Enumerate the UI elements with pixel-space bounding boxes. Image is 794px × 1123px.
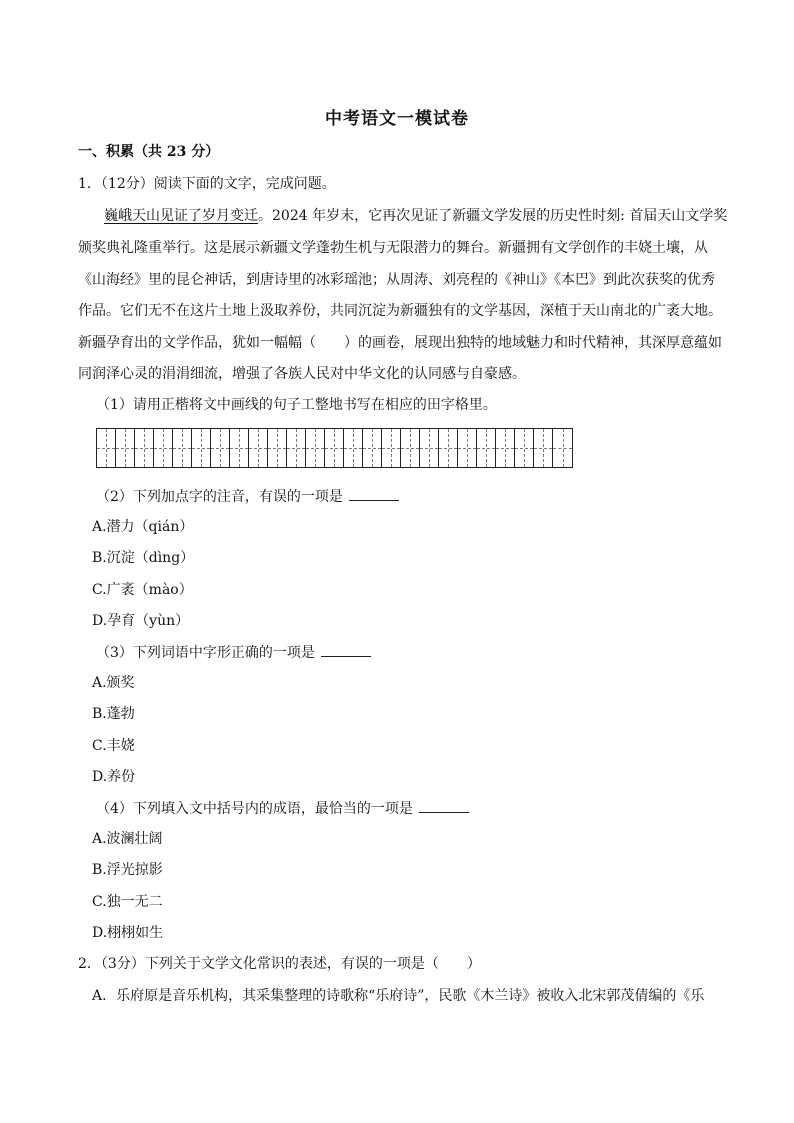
answer-blank[interactable] <box>419 798 469 813</box>
writing-grid[interactable] <box>96 428 573 468</box>
grid-cell[interactable] <box>173 429 192 467</box>
passage-line-1 <box>104 206 727 226</box>
grid-cell[interactable] <box>230 429 249 467</box>
subquestion-1: （1）请用正楷将文中画线的句子工整地书写在相应的田字格里。 <box>96 397 497 413</box>
subquestion-2-text: （2）下列加点字的注音，有误的一项是 <box>96 489 343 505</box>
grid-cell[interactable] <box>249 429 268 467</box>
option-c: C.广袤（mào） <box>92 582 193 598</box>
grid-cell[interactable] <box>192 429 211 467</box>
option-c: C.独一无二 <box>92 894 163 910</box>
grid-cell[interactable] <box>135 429 154 467</box>
page-title: 中考语文一模试卷 <box>325 109 469 129</box>
grid-cell[interactable] <box>268 429 287 467</box>
passage-line-3: 《山海经》里的昆仑神话，到唐诗里的冰彩瑶池；从周涛、刘亮程的《神山》《本巴》到此次获奖的优秀 <box>78 272 715 288</box>
grid-cell[interactable] <box>553 429 572 467</box>
question-2-heading: 2．（3分）下列关于文学文化常识的表述，有误的一项是（ ） <box>78 956 481 972</box>
option-a: A.颁奖 <box>92 675 135 691</box>
passage-line-1-rest: 。2024 年岁末，它再次见证了新疆文学发展的历史性时刻: 首届天山文学奖 <box>258 208 728 224</box>
subquestion-2 <box>96 486 399 507</box>
grid-cell[interactable] <box>401 429 420 467</box>
underlined-sentence: 巍峨天山见证了岁月变迁 <box>104 208 258 224</box>
grid-cell[interactable] <box>439 429 458 467</box>
option-a: A.波澜壮阔 <box>92 831 163 847</box>
option-a: A.潜力（qián） <box>92 519 194 535</box>
grid-cell[interactable] <box>344 429 363 467</box>
grid-cell[interactable] <box>211 429 230 467</box>
grid-cell[interactable] <box>496 429 515 467</box>
grid-cell[interactable] <box>515 429 534 467</box>
option-d: D.孕育（yùn） <box>92 613 190 629</box>
grid-cell[interactable] <box>97 429 116 467</box>
passage-line-6: 同润泽心灵的涓涓细流，增强了各族人民对中华文化的认同感与自豪感。 <box>78 366 526 382</box>
subquestion-3 <box>96 642 371 663</box>
grid-cell[interactable] <box>116 429 135 467</box>
grid-cell[interactable] <box>154 429 173 467</box>
section-heading: 一、积累（共 23 分） <box>78 144 220 160</box>
option-c: C.丰娆 <box>92 738 135 754</box>
option-b: B.蓬勃 <box>92 706 135 722</box>
subquestion-4 <box>96 798 469 819</box>
passage-line-4: 作品。它们无不在这片土地上汲取养份，共同沉淀为新疆独有的文学基因，深植于天山南北的广袤大地。 <box>78 303 722 319</box>
subquestion-4-text: （4）下列填入文中括号内的成语，最恰当的一项是 <box>96 801 413 817</box>
grid-cell[interactable] <box>363 429 382 467</box>
grid-cell[interactable] <box>287 429 306 467</box>
option-d: D.养份 <box>92 769 136 785</box>
grid-cell[interactable] <box>534 429 553 467</box>
answer-blank[interactable] <box>321 642 371 657</box>
grid-cell[interactable] <box>458 429 477 467</box>
question-2-option-a: A．乐府原是音乐机构，其采集整理的诗歌称“乐府诗”，民歌《木兰诗》被收入北宋郭茂倩编的《乐 <box>92 988 705 1004</box>
grid-cell[interactable] <box>306 429 325 467</box>
subquestion-3-text: （3）下列词语中字形正确的一项是 <box>96 645 315 661</box>
option-d: D.栩栩如生 <box>92 925 164 941</box>
grid-cell[interactable] <box>325 429 344 467</box>
passage-line-5: 新疆孕育出的文学作品，犹如一幅幅（ ）的画卷，展现出独特的地域魅力和时代精神，其深厚意蕴如 <box>78 335 722 351</box>
passage-line-2: 颁奖典礼隆重举行。这是展示新疆文学蓬勃生机与无限潜力的舞台。新疆拥有文学创作的丰娆土壤，从 <box>78 240 708 256</box>
option-b: B.浮光掠影 <box>92 862 163 878</box>
grid-cell[interactable] <box>477 429 496 467</box>
answer-blank[interactable] <box>349 486 399 501</box>
question-1-heading: 1．（12分）阅读下面的文字，完成问题。 <box>78 176 336 192</box>
grid-cell[interactable] <box>420 429 439 467</box>
option-b: B.沉淀（dìng） <box>92 550 195 566</box>
grid-cell[interactable] <box>382 429 401 467</box>
